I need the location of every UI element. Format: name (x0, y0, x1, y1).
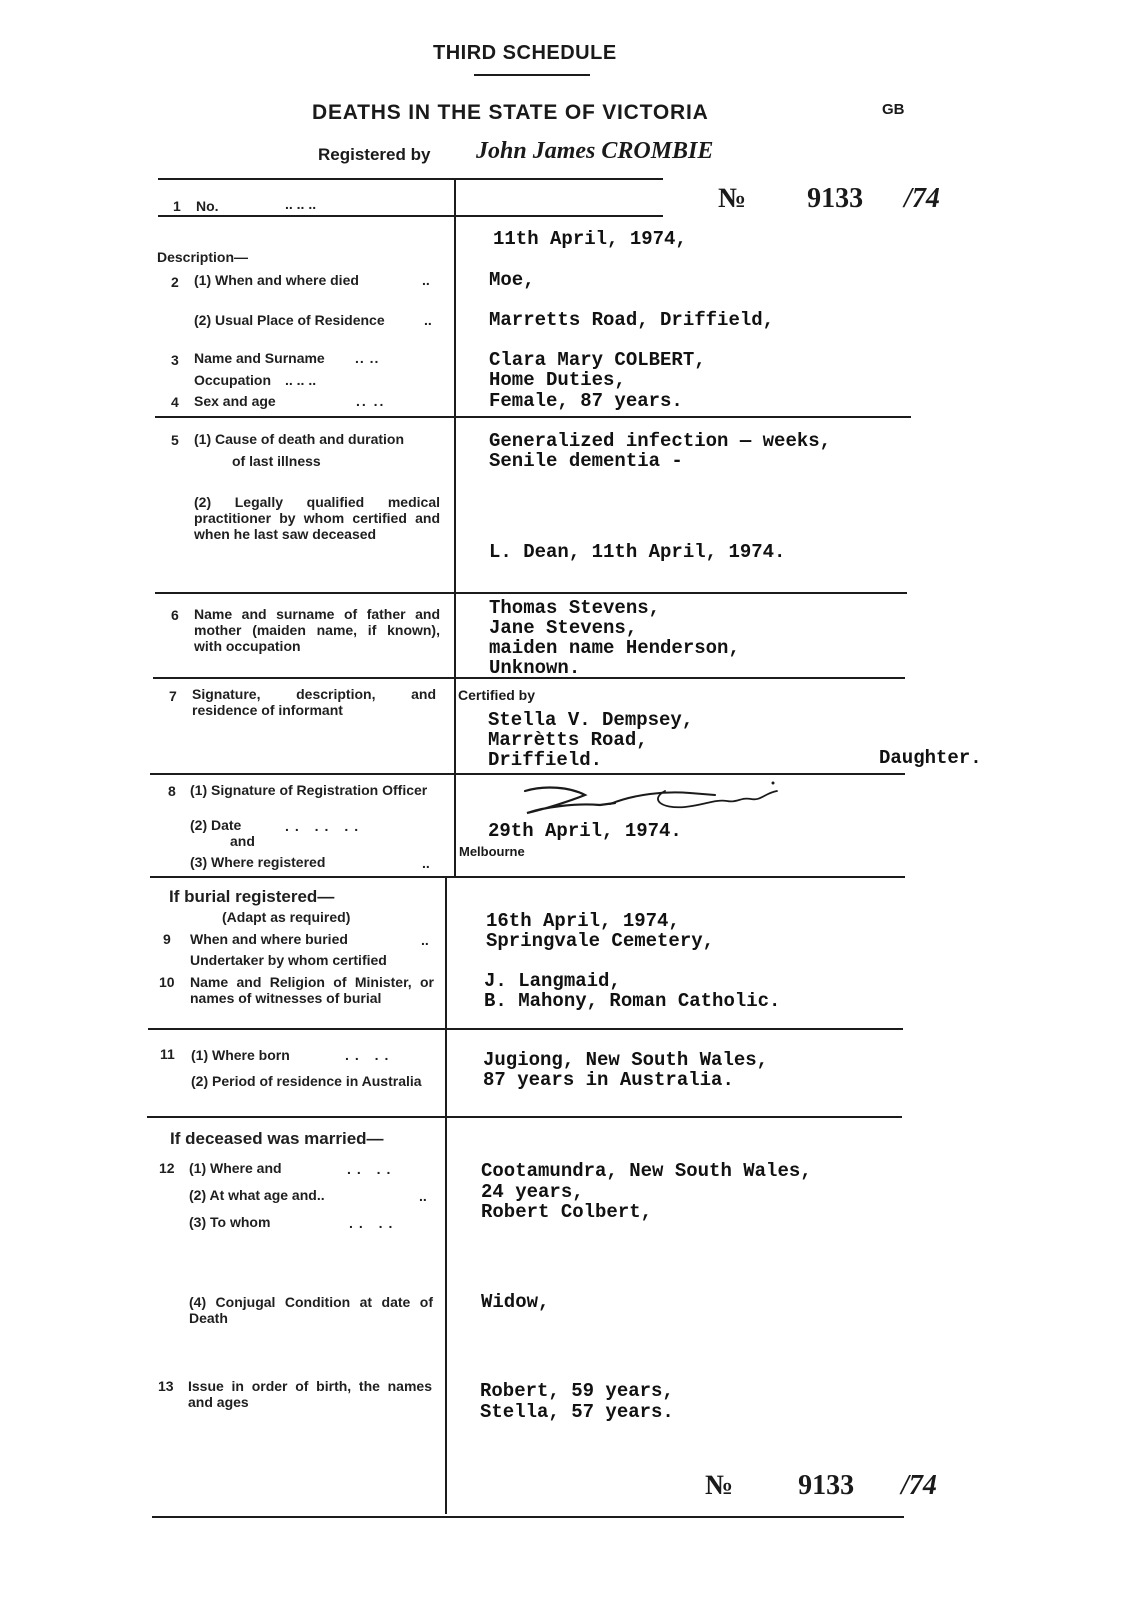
field-12-label-1: (1) Where and (189, 1160, 282, 1176)
field-1-number: 1 (173, 198, 181, 214)
sex-and-age: Female, 87 years. (489, 390, 683, 412)
register-number-top (718, 183, 940, 215)
corner-mark: GB (882, 101, 905, 118)
rule-bottom (152, 1516, 904, 1518)
document-subtitle: DEATHS IN THE STATE OF VICTORIA (312, 101, 709, 124)
field-7-label: Signature, description, and residence of informant (192, 686, 436, 718)
undertaker-name: J. Langmaid, (484, 970, 621, 992)
deceased-name: Clara Mary COLBERT, (489, 349, 706, 371)
number-sign: № (718, 183, 747, 214)
rule-8 (147, 1116, 902, 1118)
issue-1: Robert, 59 years, (480, 1380, 674, 1402)
rule-top (158, 178, 663, 180)
occupation-label: Occupation (194, 372, 272, 388)
title-underline (474, 74, 590, 76)
field-11-number: 11 (160, 1046, 175, 1062)
schedule-title: THIRD SCHEDULE (433, 42, 617, 64)
registration-date: 29th April, 1974. (488, 820, 682, 842)
field-2-number: 2 (171, 274, 179, 290)
field-8-dots-3: .. (422, 855, 430, 871)
field-8-number: 8 (168, 783, 176, 799)
register-number-bottom (705, 1470, 937, 1502)
field-9-number: 9 (163, 931, 171, 947)
field-5-number: 5 (171, 432, 179, 448)
occupation-dots: .. .. .. (285, 372, 317, 388)
field-5-label-1b: of last illness (232, 453, 321, 469)
registrar-name: John James CROMBIE (476, 138, 714, 164)
field-4-label: Sex and age (194, 393, 276, 409)
marriage-age: 24 years, (481, 1181, 584, 1203)
field-11-label-2: (2) Period of residence in Australia (191, 1073, 422, 1089)
certified-by-label: Certified by (458, 687, 536, 703)
field-1-label: No. (196, 198, 219, 214)
issue-2: Stella, 57 years. (480, 1401, 674, 1423)
field-4-dots: .. .. (356, 393, 386, 409)
marriage-place: Cootamundra, New South Wales, (481, 1160, 812, 1182)
rule-1 (158, 215, 663, 217)
field-3-label: Name and Surname (194, 350, 325, 366)
registration-officer-signature (515, 779, 790, 824)
field-5-label-2: (2) Legally qualified medical practitioner by whom certified and when he last saw deceased (194, 494, 440, 542)
description-label: Description— (157, 249, 249, 265)
register-suffix-bottom: /74 (901, 1470, 937, 1501)
field-7-number: 7 (169, 688, 177, 704)
minister-name-religion: B. Mahony, Roman Catholic. (484, 990, 781, 1012)
burial-subheading: (Adapt as required) (222, 909, 351, 925)
field-11-label-1: (1) Where born (191, 1047, 290, 1063)
field-12-label-2: (2) At what age and.. (189, 1187, 325, 1203)
field-9-dots: .. (421, 932, 429, 948)
mother-maiden-name: maiden name Henderson, (489, 637, 740, 659)
field-6-number: 6 (171, 607, 179, 623)
rule-4 (153, 677, 905, 679)
burial-heading: If burial registered— (169, 887, 335, 906)
rule-3 (155, 592, 907, 594)
rule-7 (148, 1028, 903, 1030)
field-3-dots: .. .. (355, 350, 380, 366)
register-suffix: /74 (904, 183, 940, 214)
informant-street: Marrètts Road, (488, 729, 648, 751)
field-8-label-3: (3) Where registered (190, 854, 326, 870)
field-13-label: Issue in order of birth, the names and ages (188, 1378, 432, 1410)
registered-by-label: Registered by (318, 145, 431, 164)
field-8-label-2b: and (230, 833, 255, 849)
field-11-dots-1: .. .. (345, 1047, 395, 1063)
undertaker-label: Undertaker by whom certified (190, 952, 387, 968)
rule-5 (150, 773, 905, 775)
field-2-label-2: (2) Usual Place of Residence (194, 312, 385, 328)
informant-name: Stella V. Dempsey, (488, 709, 694, 731)
place-of-birth: Jugiong, New South Wales, (483, 1049, 769, 1071)
field-8-dots-2: .. .. .. (285, 818, 365, 834)
registration-place: Melbourne (459, 844, 525, 859)
field-8-label-1: (1) Signature of Registration Officer (190, 782, 428, 798)
field-9-label: When and where buried (190, 931, 348, 947)
field-13-number: 13 (158, 1378, 174, 1394)
occupation-value: Home Duties, (489, 369, 626, 391)
field-10-label: Name and Religion of Minister, or names of witnesses of burial (190, 974, 434, 1006)
cause-of-death: Generalized infection — weeks, (489, 430, 832, 452)
field-8-label-2: (2) Date (190, 817, 242, 833)
burial-place: Springvale Cemetery, (486, 930, 715, 952)
parents-occupation: Unknown. (489, 658, 581, 675)
register-number-bottom-value: 9133 (798, 1470, 855, 1501)
spouse-name: Robert Colbert, (481, 1201, 653, 1223)
cause-of-death-2: Senile dementia - (489, 450, 683, 472)
mother-name: Jane Stevens, (489, 617, 638, 639)
period-in-australia: 87 years in Australia. (483, 1069, 734, 1091)
marriage-heading: If deceased was married— (170, 1129, 384, 1148)
number-sign-bottom: № (705, 1470, 734, 1501)
field-3-number: 3 (171, 352, 179, 368)
certifying-practitioner: L. Dean, 11th April, 1974. (489, 541, 786, 563)
field-12-dots-3: .. .. (349, 1215, 399, 1231)
informant-town: Driffield. (488, 749, 603, 771)
field-12-label-4: (4) Conjugal Condition at date of Death (189, 1294, 433, 1326)
field-10-number: 10 (159, 974, 175, 990)
informant-relationship: Daughter. (879, 747, 982, 769)
burial-date: 16th April, 1974, (486, 910, 680, 932)
rule-2 (155, 416, 911, 418)
field-12-label-3: (3) To whom (189, 1214, 271, 1230)
field-12-number: 12 (159, 1160, 175, 1176)
field-12-dots-2: .. (419, 1188, 427, 1204)
conjugal-condition: Widow, (481, 1291, 550, 1313)
field-12-dots-1: .. .. (347, 1161, 397, 1177)
field-1-dots: .. .. .. (285, 196, 317, 212)
field-5-label-1: (1) Cause of death and duration (194, 431, 405, 447)
field-4-number: 4 (171, 394, 179, 410)
column-divider-lower (445, 878, 447, 1514)
register-number: 9133 (807, 183, 864, 214)
field-2-dots-2: .. (424, 312, 432, 328)
field-2-label-1: (1) When and where died (194, 272, 359, 288)
place-of-death: Moe, (489, 269, 535, 291)
field-6-label: Name and surname of father and mother (maiden name, if known), with occupation (194, 606, 440, 654)
date-of-death: 11th April, 1974, (493, 228, 687, 250)
field-2-dots-1: .. (422, 272, 430, 288)
usual-residence: Marretts Road, Driffield, (489, 309, 775, 331)
rule-6 (150, 876, 905, 878)
father-name: Thomas Stevens, (489, 597, 661, 619)
